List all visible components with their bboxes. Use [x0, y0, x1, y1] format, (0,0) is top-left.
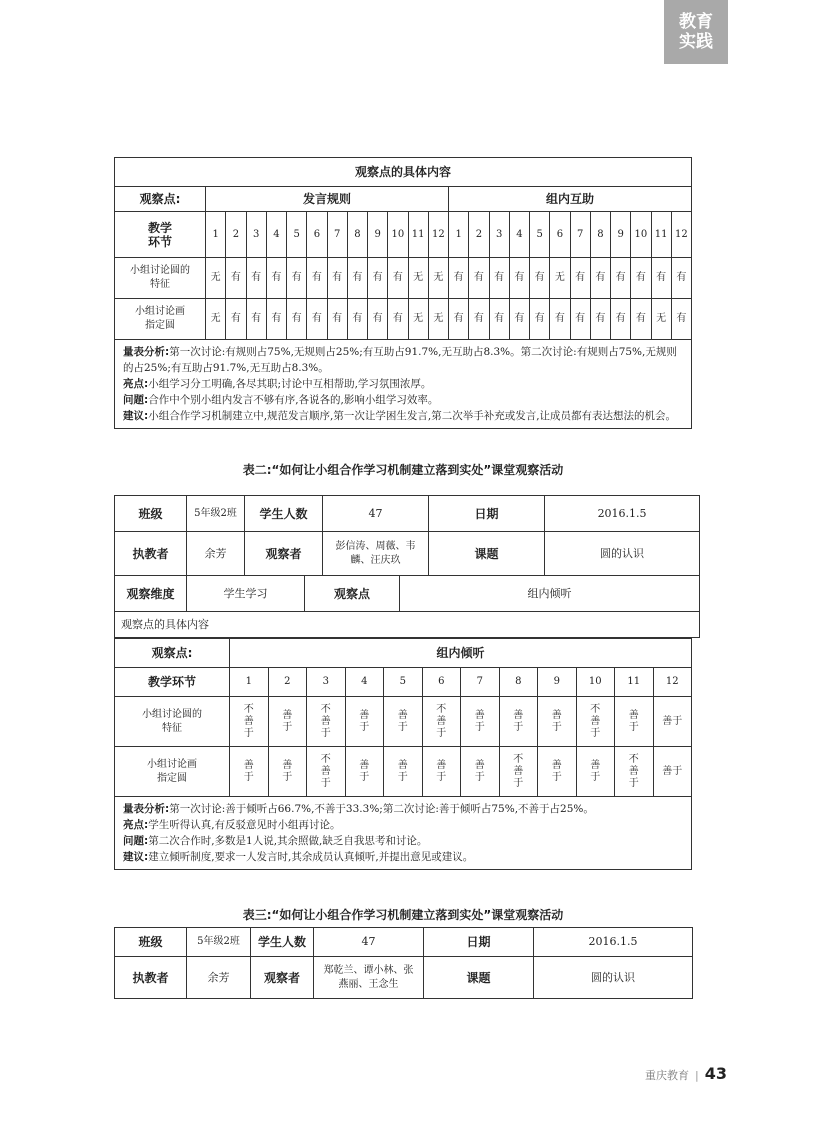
cell-value: 有	[246, 258, 266, 299]
table-caption-3: 表三:“如何让小组合作学习机制建立落到实处”课堂观察活动	[242, 908, 564, 922]
cell-char: 善	[243, 759, 254, 771]
cell-char: 善	[397, 709, 408, 721]
cell-char: 于	[359, 721, 370, 733]
cell-char: 于	[320, 727, 331, 739]
cell-char: 不	[243, 703, 254, 715]
column-number: 7	[570, 212, 590, 258]
column-number: 6	[550, 212, 570, 258]
section-tag	[664, 0, 728, 64]
column-number: 10	[576, 668, 615, 697]
cell-value: 有	[611, 299, 631, 340]
column-number: 4	[266, 212, 286, 258]
column-number: 11	[408, 212, 428, 258]
column-number: 3	[307, 668, 346, 697]
cell-char: 善	[628, 765, 639, 777]
row-label	[115, 258, 206, 299]
column-number: 10	[631, 212, 651, 258]
analysis-line	[123, 408, 683, 424]
cell-value: 无	[408, 299, 428, 340]
cell-char: 于	[243, 727, 254, 739]
row-label-line: 特征	[150, 279, 170, 290]
section-tag-line2: 实践	[679, 32, 713, 52]
analysis-text: 学生听得认真,有反驳意见时小组再讨论。	[148, 819, 341, 831]
cell-value	[499, 747, 538, 797]
row-label	[115, 697, 230, 747]
t3-date-value: 2016.1.5	[534, 928, 693, 957]
cell-value: 有	[449, 299, 469, 340]
cell-value: 有	[347, 258, 367, 299]
cell-value: 有	[651, 258, 671, 299]
group-speaking-rules: 发言规则	[206, 187, 449, 212]
analysis-key: 亮点:	[123, 819, 149, 831]
cell-char: 善	[243, 715, 254, 727]
cell-value: 有	[550, 299, 570, 340]
analysis-text: 小组学习分工明确,各尽其职;讨论中互相帮助,学习氛围浓厚。	[148, 378, 432, 390]
column-number: 4	[509, 212, 529, 258]
cell-value: 有	[327, 258, 347, 299]
analysis-line	[123, 801, 683, 817]
column-number: 8	[499, 668, 538, 697]
analysis-text: 第二次合作时,多数是1人说,其余照做,缺乏自我思考和讨论。	[148, 835, 428, 847]
cell-char: 善	[590, 759, 601, 771]
cell-value: 有	[671, 258, 691, 299]
obs-point-label: 观察点:	[115, 639, 230, 668]
count-value: 47	[323, 496, 429, 532]
column-number: 10	[388, 212, 408, 258]
column-number: 4	[345, 668, 384, 697]
analysis-key: 问题:	[123, 394, 149, 406]
cell-value: 有	[590, 299, 610, 340]
teaching-stage-label: 教学环节	[115, 668, 230, 697]
column-number: 7	[327, 212, 347, 258]
cell-value	[345, 747, 384, 797]
cell-value	[422, 747, 461, 797]
cell-value: 有	[671, 299, 691, 340]
table-row	[115, 697, 692, 747]
cell-value: 有	[611, 258, 631, 299]
cell-value: 有	[368, 258, 388, 299]
cell-value: 有	[307, 299, 327, 340]
analysis-text: 第一次讨论:善于倾听占66.7%,不善于33.3%;第二次讨论:善于倾听占75%,不善于占25%。	[169, 803, 594, 815]
cell-value	[384, 697, 423, 747]
cell-value	[653, 747, 692, 797]
cell-value	[615, 747, 654, 797]
cell-char: 于	[397, 721, 408, 733]
cell-value	[307, 747, 346, 797]
cell-char: 于	[628, 721, 639, 733]
cell-value	[268, 697, 307, 747]
cell-char: 善	[551, 709, 562, 721]
cell-value: 有	[327, 299, 347, 340]
obs-group-listening: 组内倾听	[230, 639, 692, 668]
column-number: 12	[428, 212, 448, 258]
column-number: 11	[651, 212, 671, 258]
journal-name: 重庆教育	[645, 1069, 690, 1082]
cell-value	[538, 697, 577, 747]
table-row	[115, 747, 692, 797]
cell-value	[384, 747, 423, 797]
t3-count-value: 47	[314, 928, 424, 957]
cell-value: 有	[469, 258, 489, 299]
topic-label: 课题	[429, 532, 545, 576]
cell-char: 善于	[662, 715, 683, 727]
cell-value: 有	[246, 299, 266, 340]
cell-value: 有	[590, 258, 610, 299]
column-number: 9	[368, 212, 388, 258]
analysis-key: 亮点:	[123, 378, 149, 390]
t3-observer-label: 观察者	[251, 957, 314, 999]
table1-title: 观察点的具体内容	[115, 158, 692, 187]
cell-char: 于	[320, 777, 331, 789]
table-row	[115, 258, 692, 299]
row-label	[115, 747, 230, 797]
teacher-label: 执教者	[115, 532, 187, 576]
cell-char: 于	[513, 777, 524, 789]
cell-value: 有	[530, 258, 550, 299]
cell-value: 有	[388, 258, 408, 299]
cell-char: 善	[513, 709, 524, 721]
cell-value: 有	[509, 299, 529, 340]
column-number: 5	[530, 212, 550, 258]
analysis-line	[123, 392, 683, 408]
analysis-text: 第一次讨论:有规则占75%,无规则占25%;有互助占91.7%,无互助占8.3%。第二次讨论:有规则占75%,无规则的占25%;有互助占91.7%,无互助占8.3%。	[123, 346, 677, 374]
cell-char: 善	[282, 759, 293, 771]
row-label-line: 小组讨论画	[135, 306, 185, 317]
cell-value: 无	[550, 258, 570, 299]
cell-value: 有	[347, 299, 367, 340]
analysis-text: 建立倾听制度,要求一人发言时,其余成员认真倾听,并提出意见或建议。	[148, 851, 474, 863]
analysis-key: 问题:	[123, 835, 149, 847]
cell-char: 于	[436, 727, 447, 739]
cell-char: 善	[436, 759, 447, 771]
analysis-text: 小组合作学习机制建立中,规范发言顺序,第一次让学困生发言,第二次举手补充或发言,让成员都有表达想法的机会。	[148, 410, 677, 422]
date-value: 2016.1.5	[545, 496, 700, 532]
cell-char: 不	[513, 753, 524, 765]
column-number: 1	[230, 668, 269, 697]
point-value: 组内倾听	[400, 576, 700, 612]
cell-char: 于	[282, 721, 293, 733]
point-label: 观察点	[305, 576, 400, 612]
cell-char: 于	[590, 771, 601, 783]
column-number: 12	[653, 668, 692, 697]
cell-value: 无	[428, 258, 448, 299]
cell-char: 于	[436, 771, 447, 783]
analysis-block-1	[114, 340, 692, 429]
cell-char: 于	[243, 771, 254, 783]
cell-char: 善	[397, 759, 408, 771]
cell-value: 有	[226, 258, 246, 299]
cell-char: 不	[436, 703, 447, 715]
cell-value: 无	[428, 299, 448, 340]
t3-class-value: 5年级2班	[187, 928, 251, 957]
stage-label-line: 环节	[147, 234, 172, 249]
cell-value	[230, 747, 269, 797]
cell-value: 有	[307, 258, 327, 299]
cell-char: 善	[359, 709, 370, 721]
analysis-key: 建议:	[123, 851, 149, 863]
observation-label: 观察点:	[115, 187, 206, 212]
row-label	[115, 299, 206, 340]
cell-char: 善	[590, 715, 601, 727]
t3-class-label: 班级	[115, 928, 187, 957]
analysis-text: 合作中个别小组内发言不够有序,各说各的,影响小组学习效率。	[148, 394, 439, 406]
analysis-line	[123, 344, 683, 376]
cell-value: 有	[226, 299, 246, 340]
cell-value: 有	[509, 258, 529, 299]
column-number: 1	[449, 212, 469, 258]
teacher-value: 余芳	[187, 532, 245, 576]
t3-date-label: 日期	[424, 928, 534, 957]
analysis-line	[123, 376, 683, 392]
cell-char: 善	[551, 759, 562, 771]
count-label: 学生人数	[245, 496, 323, 532]
cell-char: 不	[628, 753, 639, 765]
cell-char: 善	[513, 765, 524, 777]
column-number: 12	[671, 212, 691, 258]
row-label-line: 小组讨论圆的	[130, 265, 190, 276]
row-label-line: 指定圆	[145, 320, 175, 331]
column-number: 3	[246, 212, 266, 258]
analysis-key: 建议:	[123, 410, 149, 422]
cell-char: 善	[474, 759, 485, 771]
cell-char: 不	[320, 703, 331, 715]
table-observation-1	[114, 157, 692, 429]
cell-value	[499, 697, 538, 747]
cell-value: 有	[631, 299, 651, 340]
analysis-key: 量表分析:	[123, 346, 170, 358]
stage-label-line: 教学	[147, 220, 172, 235]
cell-value: 有	[570, 299, 590, 340]
cell-value	[268, 747, 307, 797]
cell-char: 善	[320, 765, 331, 777]
column-number: 6	[422, 668, 461, 697]
cell-char: 善	[320, 715, 331, 727]
topic-value: 圆的认识	[545, 532, 700, 576]
table-caption-2: 表二:“如何让小组合作学习机制建立落到实处”课堂观察活动	[242, 463, 564, 477]
cell-char: 于	[359, 771, 370, 783]
column-number: 5	[287, 212, 307, 258]
stage-label	[115, 212, 206, 258]
column-number: 7	[461, 668, 500, 697]
cell-value: 有	[368, 299, 388, 340]
dimension-label: 观察维度	[115, 576, 187, 612]
analysis-line	[123, 833, 683, 849]
column-number: 9	[611, 212, 631, 258]
cell-value: 有	[266, 299, 286, 340]
t3-observer-value	[314, 957, 424, 999]
content-label: 观察点的具体内容	[115, 612, 700, 638]
cell-value: 有	[489, 299, 509, 340]
column-number: 6	[307, 212, 327, 258]
t3-observer-line-2: 燕丽、王念生	[338, 978, 399, 990]
observer-line-1: 彭信涛、周薇、韦	[335, 540, 416, 552]
cell-char: 于	[551, 721, 562, 733]
t3-observer-line-1: 郑乾兰、谭小林、张	[323, 964, 414, 976]
cell-char: 于	[397, 771, 408, 783]
cell-value: 有	[489, 258, 509, 299]
cell-value: 有	[266, 258, 286, 299]
cell-value	[345, 697, 384, 747]
row-label-line: 特征	[162, 722, 182, 734]
cell-value	[461, 697, 500, 747]
t3-teacher-label: 执教者	[115, 957, 187, 999]
table-observation-3	[114, 927, 692, 999]
cell-value: 无	[651, 299, 671, 340]
cell-value: 有	[530, 299, 550, 340]
column-number: 5	[384, 668, 423, 697]
cell-value: 有	[631, 258, 651, 299]
column-number: 8	[590, 212, 610, 258]
cell-char: 不	[320, 753, 331, 765]
cell-value	[576, 747, 615, 797]
page-footer: 重庆教育 | 43	[645, 1064, 727, 1083]
group-mutual-help: 组内互助	[449, 187, 692, 212]
cell-char: 于	[282, 771, 293, 783]
cell-value	[576, 697, 615, 747]
cell-char: 善	[628, 709, 639, 721]
cell-value	[230, 697, 269, 747]
cell-char: 善	[436, 715, 447, 727]
dimension-value: 学生学习	[187, 576, 305, 612]
cell-value: 有	[388, 299, 408, 340]
cell-value	[422, 697, 461, 747]
cell-char: 善	[282, 709, 293, 721]
t3-count-label: 学生人数	[251, 928, 314, 957]
cell-value	[615, 697, 654, 747]
observer-value	[323, 532, 429, 576]
t3-topic-label: 课题	[424, 957, 534, 999]
cell-value: 有	[469, 299, 489, 340]
column-number: 3	[489, 212, 509, 258]
cell-char: 不	[590, 703, 601, 715]
cell-value	[538, 747, 577, 797]
observer-label: 观察者	[245, 532, 323, 576]
section-tag-line1: 教育	[679, 12, 713, 32]
cell-char: 善	[474, 709, 485, 721]
analysis-key: 量表分析:	[123, 803, 170, 815]
cell-char: 于	[590, 727, 601, 739]
row-label-line: 小组讨论画	[147, 758, 197, 770]
cell-char: 于	[551, 771, 562, 783]
cell-value: 有	[287, 299, 307, 340]
cell-value: 有	[449, 258, 469, 299]
analysis-block-2	[114, 797, 692, 870]
column-number: 11	[615, 668, 654, 697]
t3-topic-value: 圆的认识	[534, 957, 693, 999]
analysis-line	[123, 817, 683, 833]
t3-teacher-value: 余芳	[187, 957, 251, 999]
column-number: 2	[268, 668, 307, 697]
cell-value	[653, 697, 692, 747]
class-value: 5年级2班	[187, 496, 245, 532]
cell-value: 有	[287, 258, 307, 299]
cell-value: 无	[408, 258, 428, 299]
cell-value	[307, 697, 346, 747]
cell-char: 善于	[662, 765, 683, 777]
page-number: 43	[704, 1064, 727, 1083]
table-observation-2	[114, 495, 692, 870]
date-label: 日期	[429, 496, 545, 532]
analysis-line	[123, 849, 683, 865]
cell-char: 于	[474, 771, 485, 783]
cell-char: 于	[628, 777, 639, 789]
column-number: 8	[347, 212, 367, 258]
row-label-line: 指定圆	[157, 772, 187, 784]
cell-value: 无	[206, 258, 226, 299]
cell-value: 有	[570, 258, 590, 299]
column-number: 1	[206, 212, 226, 258]
observer-line-2: 麟、汪庆玖	[350, 554, 401, 566]
cell-value: 无	[206, 299, 226, 340]
cell-value	[461, 747, 500, 797]
cell-char: 善	[359, 759, 370, 771]
class-label: 班级	[115, 496, 187, 532]
table-row	[115, 299, 692, 340]
column-number: 9	[538, 668, 577, 697]
cell-char: 于	[513, 721, 524, 733]
cell-char: 于	[474, 721, 485, 733]
column-number: 2	[469, 212, 489, 258]
column-number: 2	[226, 212, 246, 258]
row-label-line: 小组讨论圆的	[142, 708, 202, 720]
